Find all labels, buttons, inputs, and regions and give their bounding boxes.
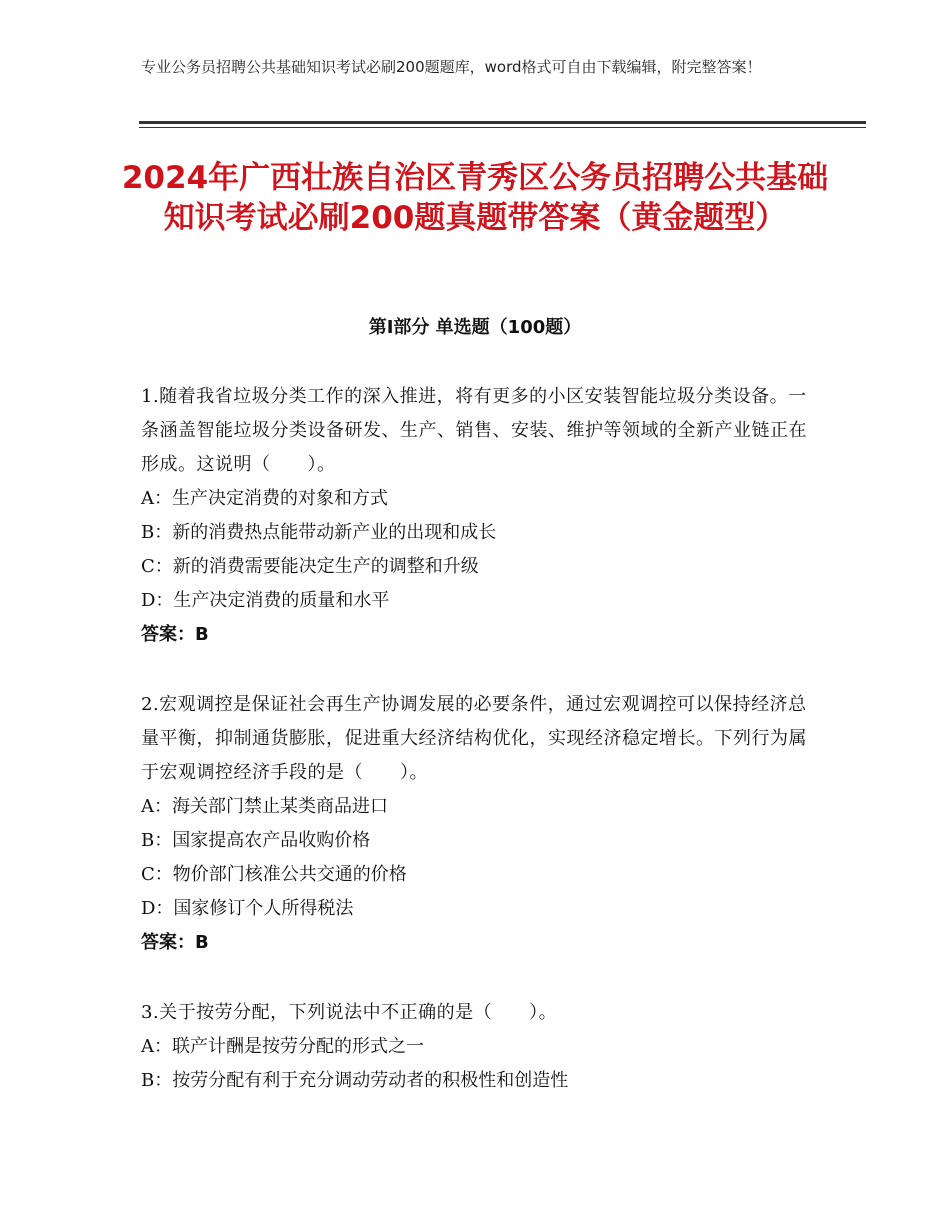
question-2-option-d: D：国家修订个人所得税法 — [141, 898, 354, 919]
question-1-option-d: D：生产决定消费的质量和水平 — [141, 590, 390, 611]
question-1-option-a: A：生产决定消费的对象和方式 — [141, 488, 388, 509]
question-3-text: 3.关于按劳分配，下列说法中不正确的是（ ）。 — [141, 1002, 558, 1023]
document-title: 2024年广西壮族自治区青秀区公务员招聘公共基础知识考试必刷200题真题带答案（黄金题型） — [121, 160, 829, 236]
question-2-option-b: B：国家提高农产品收购价格 — [141, 830, 371, 851]
question-1-option-b: B：新的消费热点能带动新产业的出现和成长 — [141, 522, 497, 543]
question-2-option-a: A：海关部门禁止某类商品进口 — [141, 796, 388, 817]
question-1-option-c: C：新的消费需要能决定生产的调整和升级 — [141, 556, 479, 577]
question-3-option-a: A：联产计酬是按劳分配的形式之一 — [141, 1036, 424, 1057]
header-divider-thin — [139, 127, 866, 128]
header-divider-thick — [139, 121, 866, 124]
question-2-text: 2.宏观调控是保证社会再生产协调发展的必要条件，通过宏观调控可以保持经济总量平衡，抑制通货膨胀，促进重大经济结构优化，实现经济稳定增长。下列行为属于宏观调控经济手段的是（ ）。 — [141, 694, 807, 783]
question-3-option-b: B：按劳分配有利于充分调动劳动者的积极性和创造性 — [141, 1070, 569, 1091]
question-1-answer: 答案：B — [141, 624, 209, 645]
question-1-text: 1.随着我省垃圾分类工作的深入推进，将有更多的小区安装智能垃圾分类设备。一条涵盖智能垃圾分类设备研发、生产、销售、安装、维护等领域的全新产业链正在形成。这说明（ ）。 — [141, 386, 807, 475]
section-title: 第Ⅰ部分 单选题（100题） — [368, 317, 582, 338]
header-note: 专业公务员招聘公共基础知识考试必刷200题题库，word格式可自由下载编辑，附完整答案！ — [141, 58, 762, 76]
question-2-answer: 答案：B — [141, 932, 209, 953]
question-2-option-c: C：物价部门核准公共交通的价格 — [141, 864, 407, 885]
